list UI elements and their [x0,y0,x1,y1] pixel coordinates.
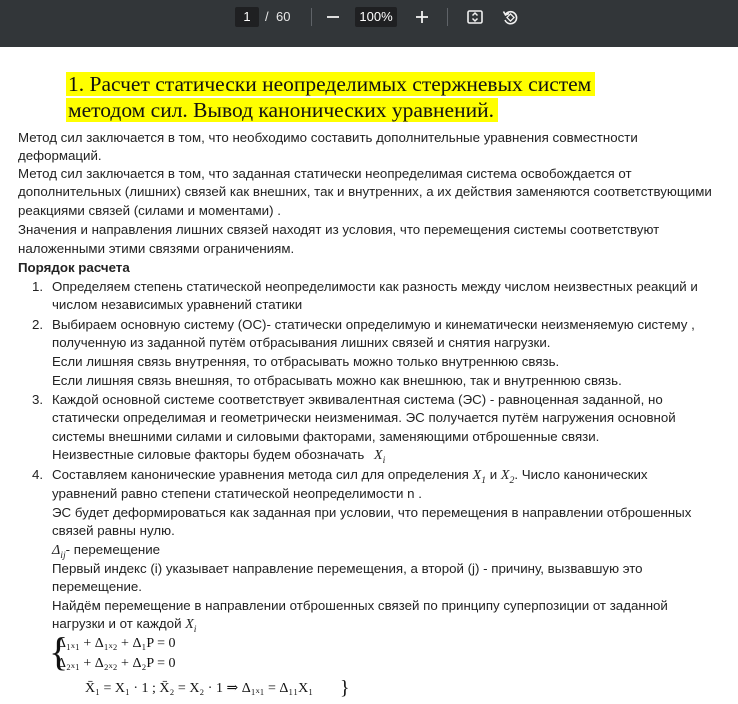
list-item-line: Выбираем основную систему (ОС)- статически определимую и кинематически неизменяемую систему , [52,317,695,332]
page-title [66,71,595,123]
list-item-line: Каждой основной системе соответствует эквивалентная система (ЭС) - равноценная заданной, но [52,392,663,407]
pdf-toolbar [0,0,738,47]
list-item-line: уравнений равно степени статической неопределимости n . [52,486,422,501]
paragraph-line: Значения и направления лишних связей находят из условия, что перемещения системы соответствуют [18,222,660,237]
list-number: 1. [32,279,44,294]
fit-page-icon [466,8,484,26]
fit-page-button[interactable] [463,5,487,29]
list-item-text: . Число канонических [514,467,648,482]
delta-symbol: $\Delta_{ij}$ [52,543,66,561]
list-item-line: числом независимых уравнений статики [52,297,303,312]
equation-3: X̄₁ = X₁ · 1 ; X̄₂ = X₂ · 1 ⇒ Δ₁ₓ₁ = Δ₁₁X₁ [85,681,314,696]
variable-x1: $X_1$ [472,468,487,486]
paragraph-line: деформаций. [18,148,102,163]
title-line-1: 1. Расчет статически неопределимых стержневых систем [66,72,595,96]
equation-brace: { [49,629,69,674]
document-page [0,47,738,704]
paragraph-line: реакциями связей (силами и моментами) . [18,203,281,218]
list-item-line: Найдём перемещение в направлении отброшенных связей по принципу суперпозиции от заданной [52,598,668,613]
zoom-in-button[interactable] [410,5,434,29]
list-item-text: Неизвестные силовые факторы будем обозначать [52,447,365,462]
conjunction-text: и [489,467,498,482]
paragraph-line: Метод сил заключается в том, что заданная статически неопределимая система освобождается от [18,166,632,181]
equation-2: Δ₂ₓ₁ + Δ₂ₓ₂ + Δ₂P = 0 [57,656,176,671]
plus-icon [414,9,430,25]
list-item-line: Первый индекс (i) указывает направление перемещения, а второй (j) - причину, вызвавшую это [52,561,643,576]
rotate-icon [501,8,519,26]
page-number-input[interactable]: 1 [235,7,259,27]
equation-1: Δ₁ₓ₁ + Δ₁ₓ₂ + Δ₁P = 0 [57,636,176,651]
paragraph-line: наложенными этими связями ограничениям. [18,241,295,256]
list-item-line: системы внешними силами и силовыми факторами, заменяющими отброшенные связи. [52,429,600,444]
toolbar-divider [311,8,312,26]
equation-brace-right: } [340,677,350,699]
variable-x2: $X_2$ [500,468,515,486]
list-item-line: Если лишняя связь внутренняя, то отбрасывать можно только внутреннюю связь. [52,354,560,369]
variable-xi: $X_i$ [374,448,386,466]
list-number: 2. [32,317,44,332]
list-item-line: Определяем степень статической неопределимости как разность между числом неизвестных реакций и [52,279,698,294]
list-item-text: Составляем канонические уравнения метода сил для определения [52,467,469,482]
zoom-level-input[interactable]: 100% [355,7,397,27]
zoom-out-button[interactable] [321,5,345,29]
list-item-text: нагрузки и от каждой [52,616,182,631]
toolbar-divider [447,8,448,26]
list-number: 4. [32,467,44,482]
section-heading: Порядок расчета [18,260,130,275]
variable-xi: $X_i$ [185,617,197,635]
delta-text: - перемещение [65,542,161,557]
rotate-button[interactable] [498,5,522,29]
page-total: 60 [276,9,291,24]
list-item-line: ЭС будет деформироваться как заданная при условии, что перемещения в направлении отброшенных [52,505,692,520]
list-number: 3. [32,392,44,407]
list-item-line: статически определимая и геометрически неизменимая. ЭС получается путём нагружения основной [52,410,676,425]
list-item-line: связей равны нулю. [52,523,175,538]
list-item-line: полученную из заданной путём отбрасывания лишних связей и снятия нагрузки. [52,335,551,350]
list-item-line: Если лишняя связь внешняя, то отбрасывать можно как внешнюю, так и внутреннюю связь. [52,373,622,388]
paragraph-line: дополнительных (лишних) связей как внешних, так и внутренних, а их действия заменяются соответствующими [18,184,712,199]
page-separator: / [265,9,269,24]
minus-icon [325,9,341,25]
title-line-2: методом сил. Вывод канонических уравнений. [66,98,498,122]
list-item-line: перемещение. [52,579,142,594]
paragraph-line: Метод сил заключается в том, что необходимо составить дополнительные уравнения совместности [18,130,638,145]
